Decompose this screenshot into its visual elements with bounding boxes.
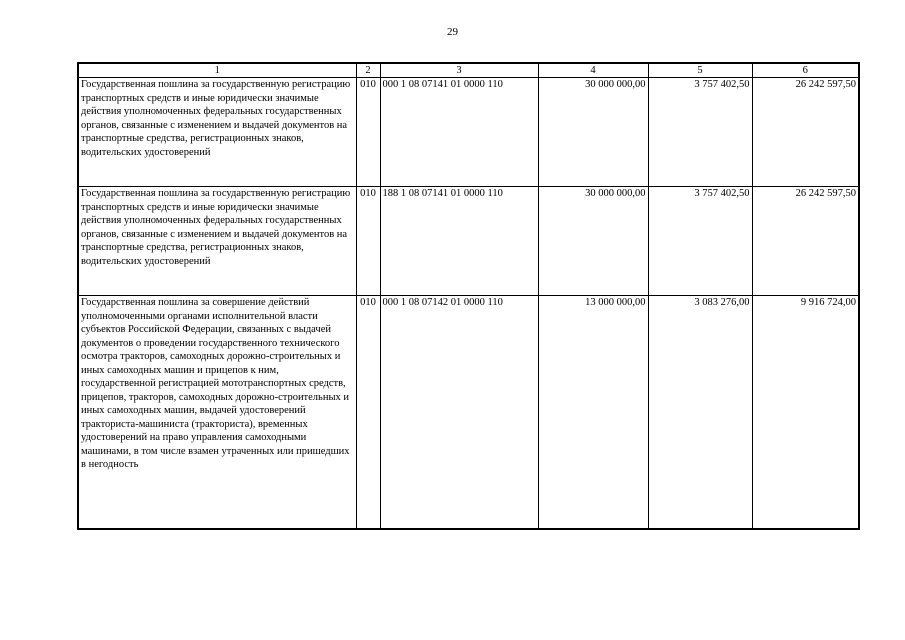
- header-row: [78, 63, 859, 78]
- header-col-4: 4: [538, 63, 648, 78]
- row-code: 010: [356, 187, 380, 296]
- row-name: Государственная пошлина за государственную регистрацию транспортных средств и иные юридически значимые действия уполномоченных федеральных государственных органов, связанные с изменением и выдачей документов на транспортные средства, регистрационных знаков, водительских удостоверений: [81, 188, 351, 267]
- row-code: 010: [356, 78, 380, 187]
- header-col-1: 1: [78, 63, 356, 78]
- header-col-5: 5: [648, 63, 752, 78]
- row-col5: 3 757 402,50: [648, 187, 752, 296]
- row-kbk: 188 1 08 07141 01 0000 110: [380, 187, 538, 296]
- row-col6: 26 242 597,50: [752, 78, 859, 187]
- page-number: 29: [447, 26, 458, 38]
- row-name: Государственная пошлина за совершение действий уполномоченными органами исполнительной власти субъектов Российской Федерации, связанных с выдачей документов о проведении государственного технического осмотра тракторов, самоходных дорожно-строительных и иных самоходных машин и прицепов к ним, государственной регистрацией мототранспортных средств, прицепов, тракторов, самоходных дорожно-строительных и иных самоходных машин, выдачей удостоверений тракториста-машиниста (тракториста), временных удостоверений на право управления самоходными машинами, в том числе взамен утраченных или пришедших в негодность: [81, 297, 350, 470]
- header-col-3: 3: [380, 63, 538, 78]
- header-col-2: 2: [356, 63, 380, 78]
- header-col-6: 6: [752, 63, 859, 78]
- row-col5: 3 083 276,00: [648, 296, 752, 530]
- row-col5: 3 757 402,50: [648, 78, 752, 187]
- row-name-cell: [78, 187, 356, 296]
- table-row: [78, 187, 859, 296]
- row-col6: 26 242 597,50: [752, 187, 859, 296]
- row-name-cell: [78, 78, 356, 187]
- row-kbk: 000 1 08 07142 01 0000 110: [380, 296, 538, 530]
- table-row: [78, 296, 859, 530]
- row-name-cell: [78, 296, 356, 530]
- row-kbk: 000 1 08 07141 01 0000 110: [380, 78, 538, 187]
- row-name: Государственная пошлина за государственную регистрацию транспортных средств и иные юридически значимые действия уполномоченных федеральных государственных органов, связанные с изменением и выдачей документов на транспортные средства, регистрационных знаков, водительских удостоверений: [81, 79, 351, 158]
- row-code: 010: [356, 296, 380, 530]
- row-col4: 30 000 000,00: [538, 187, 648, 296]
- row-col4: 30 000 000,00: [538, 78, 648, 187]
- budget-table: [77, 62, 860, 530]
- row-col4: 13 000 000,00: [538, 296, 648, 530]
- row-col6: 9 916 724,00: [752, 296, 859, 530]
- table-row: [78, 78, 859, 187]
